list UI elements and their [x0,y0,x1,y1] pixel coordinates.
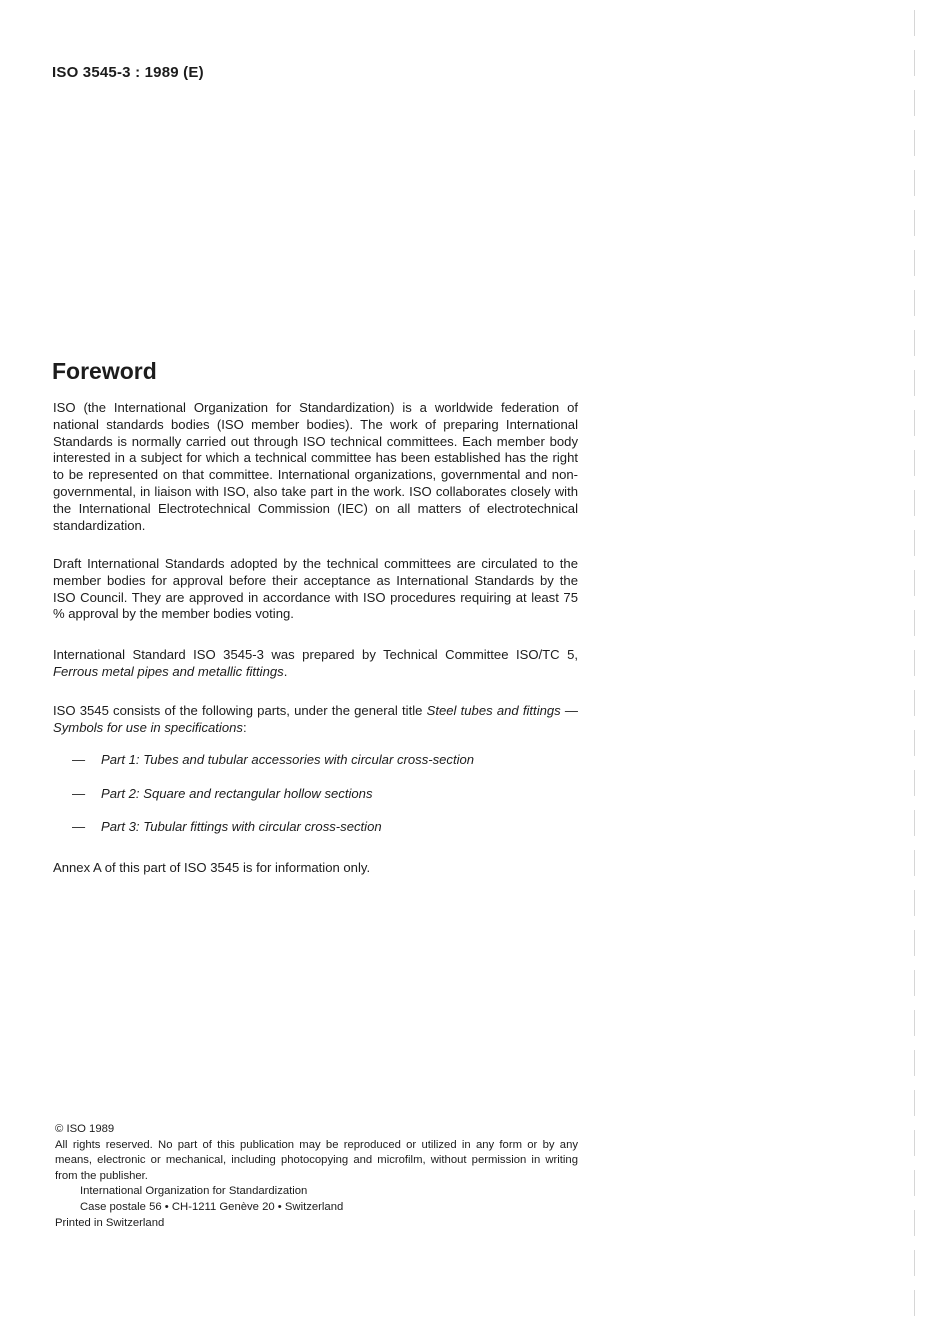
printed-note: Printed in Switzerland [55,1216,165,1229]
committee-end: . [283,663,288,679]
list-dash: — [72,819,86,834]
list-dash: — [72,752,86,767]
parts-list [72,752,474,853]
committee-title: Ferrous metal pipes and metallic fittings [53,663,284,679]
part-label: Part 2: Square and rectangular hollow sections [101,785,373,801]
list-item [72,786,474,820]
list-dash: — [72,785,86,801]
foreword-paragraph-annex: Annex A of this part of ISO 3545 is for information only. [53,860,371,875]
foreword-paragraph-parts-intro [53,703,578,737]
committee-text: International Standard ISO 3545-3 was prepared by Technical Committee ISO/TC 5, [53,647,578,662]
copyright-block [55,1122,578,1231]
parts-intro-text: ISO 3545 consists of the following parts, under the general title [53,703,423,718]
document-reference: ISO 3545-3 : 1989 (E) [52,64,204,81]
foreword-paragraph-committee [53,647,578,681]
foreword-paragraph-draft: Draft International Standards adopted by the technical committees are circulated to the member bodies for approval before their acceptance as International Standards by the ISO Council. They are approved in accordance with ISO procedures requiring at least 75 % approval by the member bodies voting. [53,556,578,622]
list-item [72,819,474,853]
scan-edge-line [914,10,915,1320]
copyright-line: © ISO 1989 [55,1123,115,1135]
list-item [72,752,474,786]
publisher-address: Case postale 56 • CH-1211 Genève 20 • Switzerland [80,1200,344,1213]
part-label: Part 1: Tubes and tubular accessories with circular cross-section [101,752,475,767]
parts-intro-end: : [242,719,247,735]
publisher-name: International Organization for Standardization [80,1185,308,1198]
foreword-paragraph-iso: ISO (the International Organization for Standardization) is a worldwide federation of national standards bodies (ISO member bodies). The work of preparing International Standards is normally carried out through ISO technical committees. Each member body interested in a subject for which a technical committee has been established has the right to be represented on that committee. International organizations, governmental and non-governmental, in liaison with ISO, also take part in the work. ISO collaborates closely with the International Electrotechnical Commission (IEC) on all matters of electrotechnical standardization. [53,400,578,533]
foreword-heading: Foreword [52,358,157,384]
rights-statement: All rights reserved. No part of this publication may be reproduced or utilized in any form or by any means, electronic or mechanical, including photocopying and microfilm, without permission in writing from the publisher. [55,1138,578,1182]
part-label: Part 3: Tubular fittings with circular cross-section [101,819,382,834]
general-title: Steel tubes and fittings — Symbols for use in specifications [53,703,578,735]
